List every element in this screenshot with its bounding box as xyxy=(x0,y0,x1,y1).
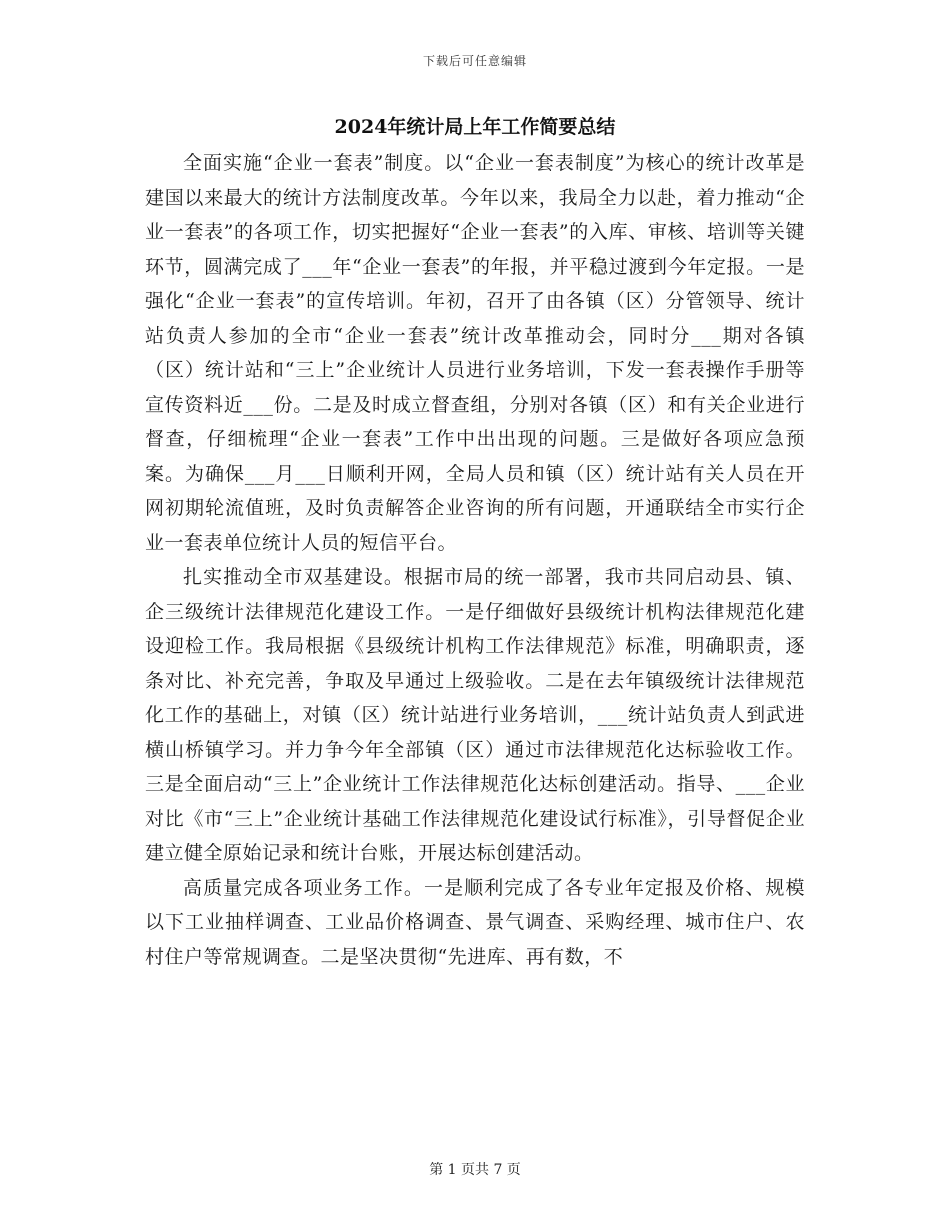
paragraph-business-work: 高质量完成各项业务工作。一是顺利完成了各专业年定报及价格、规模以下工业抽样调查、工业品价格调查、景气调查、采购经理、城市住户、农村住户等常规调查。二是坚决贯彻“先进库、再有数，不 xyxy=(145,876,805,968)
page-header-note: 下载后可任意编辑 xyxy=(422,54,527,68)
paragraph-enterprise-survey: 全面实施“企业一套表”制度。以“企业一套表制度”为核心的统计改革是建国以来最大的统计方法制度改革。今年以来，我局全力以赴，着力推动“企业一套表”的各项工作，切实把握好“企业一套表”的入库、审核、培训等关键环节，圆满完成了___年“企业一套表”的年报，并平稳过渡到今年定报。一是强化“企业一套表”的宣传培训。年初，召开了由各镇（区）分管领导、统计站负责人参加的全市“企业一套表”统计改革推动会，同时分___期对各镇（区）统计站和“三上”企业统计人员进行业务培训，下发一套表操作手册等宣传资料近___份。二是及时成立督查组，分别对各镇（区）和有关企业进行督查，仔细梳理“企业一套表”工作中出出现的问题。三是做好各项应急预案。为确保___月___日顺利开网，全局人员和镇（区）统计站有关人员在开网初期轮流值班，及时负责解答企业咨询的所有问题，开通联结全市实行企业一套表单位统计人员的短信平台。 xyxy=(145,152,805,554)
page-number: 第 1 页共 7 页 xyxy=(429,1162,521,1178)
paragraph-dual-foundation: 扎实推动全市双基建设。根据市局的统一部署，我市共同启动县、镇、企三级统计法律规范化建设工作。一是仔细做好县级统计机构法律规范化建设迎检工作。我局根据《县级统计机构工作法律规范》标准，明确职责，逐条对比、补充完善，争取及早通过上级验收。二是在去年镇级统计法律规范化工作的基础上，对镇（区）统计站进行业务培训，___统计站负责人到武进横山桥镇学习。并力争今年全部镇（区）通过市法律规范化达标验收工作。三是全面启动“三上”企业统计工作法律规范化达标创建活动。指导、___企业对比《市“三上”企业统计基础工作法律规范化建设试行标准》，引导督促企业建立健全原始记录和统计台账，开展达标创建活动。 xyxy=(145,566,805,864)
document-title: 2024年统计局上年工作简要总结 xyxy=(334,116,616,138)
document-body xyxy=(145,146,805,974)
